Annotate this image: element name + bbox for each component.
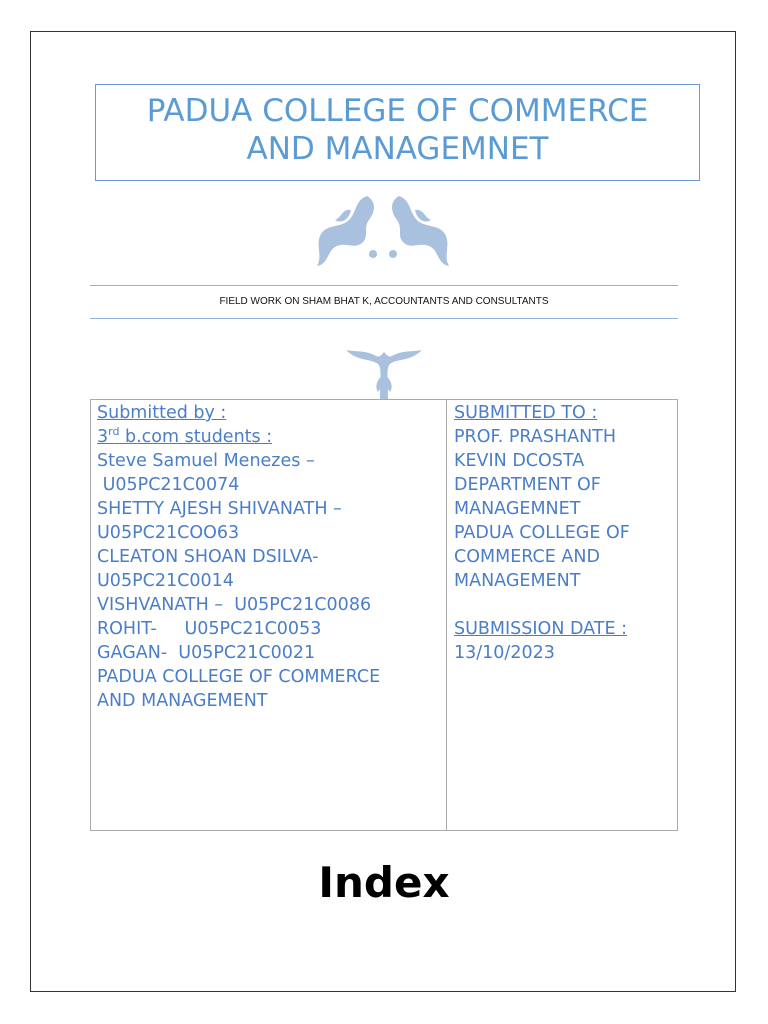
student-line: U05PC21C0014 (97, 571, 234, 591)
recipient-line: KEVIN DCOSTA (454, 451, 585, 471)
college-name-line1: PADUA COLLEGE OF COMMERCE (97, 667, 381, 687)
student-line: GAGAN- U05PC21C0021 (97, 643, 316, 663)
class-line (97, 425, 446, 449)
student-line: U05PC21C0074 (97, 475, 240, 495)
class-ordinal-suffix: rd (108, 425, 120, 438)
recipient-line: PADUA COLLEGE OF (454, 523, 630, 543)
floral-ornament-icon (307, 190, 459, 270)
recipient-line: PROF. PRASHANTH (454, 427, 617, 447)
class-ordinal: 3 (97, 427, 109, 447)
student-line: CLEATON SHOAN DSILVA- (97, 547, 319, 567)
student-line: U05PC21COO63 (97, 523, 240, 543)
title-box (95, 84, 700, 181)
recipient-line: DEPARTMENT OF (454, 475, 601, 495)
spacer (454, 593, 677, 617)
submission-date-value: 13/10/2023 (454, 643, 555, 663)
report-subtitle: FIELD WORK ON SHAM BHAT K, ACCOUNTANTS AND CONSULTANTS (219, 296, 549, 307)
college-name-line2: AND MANAGEMENT (97, 691, 268, 711)
student-line: SHETTY AJESH SHIVANATH – (97, 499, 342, 519)
submission-date-label: SUBMISSION DATE : (454, 619, 627, 639)
divider-top (90, 285, 678, 286)
student-line: Steve Samuel Menezes – (97, 451, 315, 471)
submitted-to-heading: SUBMITTED TO : (454, 403, 598, 423)
college-title-line1: PADUA COLLEGE OF COMMERCE (146, 93, 649, 129)
recipient-line: MANAGEMNET (454, 499, 581, 519)
recipient-line: COMMERCE AND (454, 547, 600, 567)
college-title-line2: AND MANAGEMNET (246, 131, 549, 167)
submitted-to-column (447, 400, 677, 830)
flourish-ornament-icon (344, 346, 424, 400)
divider-bottom (90, 318, 678, 319)
recipient-line: MANAGEMENT (454, 571, 581, 591)
student-line: VISHVANATH – U05PC21C0086 (97, 595, 372, 615)
index-heading: Index (318, 858, 450, 907)
submitted-by-column (91, 400, 447, 830)
student-line: ROHIT- U05PC21C0053 (97, 619, 322, 639)
submitted-by-heading: Submitted by : (97, 403, 227, 423)
submission-info-table (90, 399, 678, 831)
class-name: b.com students : (119, 427, 273, 447)
